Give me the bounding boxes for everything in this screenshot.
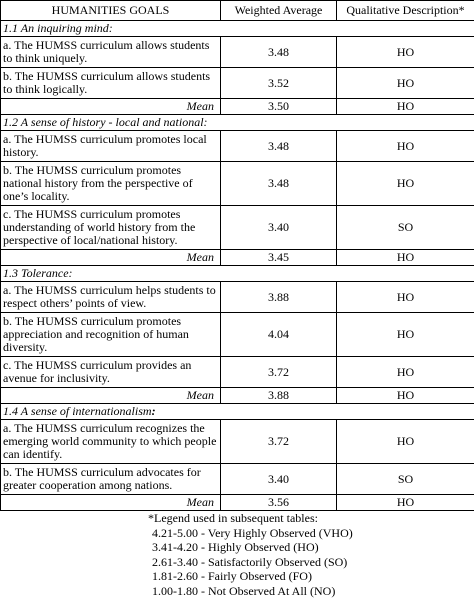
weighted-average: 3.48 bbox=[221, 37, 337, 68]
table-header-row bbox=[1, 1, 474, 21]
goal-text: b. The HUMSS curriculum promotes appreciation and recognition of human diversity. bbox=[1, 313, 221, 357]
table-row bbox=[1, 162, 474, 206]
qualitative-description: HO bbox=[337, 357, 474, 388]
mean-description: HO bbox=[337, 388, 474, 404]
goal-text: c. The HUMSS curriculum promotes understanding of world history from the perspective of local/national history. bbox=[1, 206, 221, 250]
weighted-average: 3.52 bbox=[221, 68, 337, 99]
section-title: 1.3 Tolerance: bbox=[1, 266, 474, 282]
goal-text: b. The HUMSS curriculum advocates for greater cooperation among nations. bbox=[1, 464, 221, 495]
header-goals: HUMANITIES GOALS bbox=[1, 1, 221, 21]
mean-row bbox=[1, 250, 474, 266]
qualitative-description: HO bbox=[337, 282, 474, 313]
weighted-average: 3.48 bbox=[221, 131, 337, 162]
header-qualitative-description: Qualitative Description* bbox=[337, 1, 474, 21]
goal-text: a. The HUMSS curriculum recognizes the emerging world community to which people can identify. bbox=[1, 420, 221, 464]
mean-value: 3.56 bbox=[221, 495, 337, 511]
header-weighted-average: Weighted Average bbox=[221, 1, 337, 21]
goal-text: c. The HUMSS curriculum provides an avenue for inclusivity. bbox=[1, 357, 221, 388]
legend-item: 1.81-2.60 - Fairly Observed (FO) bbox=[152, 569, 312, 584]
mean-row bbox=[1, 388, 474, 404]
legend bbox=[148, 511, 353, 599]
mean-label: Mean bbox=[1, 495, 221, 511]
qualitative-description: SO bbox=[337, 464, 474, 495]
mean-row bbox=[1, 99, 474, 115]
legend-item: 1.00-1.80 - Not Observed At All (NO) bbox=[152, 583, 336, 598]
mean-label: Mean bbox=[1, 388, 221, 404]
section-title: 1.1 An inquiring mind: bbox=[1, 21, 474, 37]
weighted-average: 3.48 bbox=[221, 162, 337, 206]
goal-text: a. The HUMSS curriculum allows students to think uniquely. bbox=[1, 37, 221, 68]
mean-description: HO bbox=[337, 99, 474, 115]
mean-value: 3.50 bbox=[221, 99, 337, 115]
table-row bbox=[1, 37, 474, 68]
section-row bbox=[1, 404, 474, 420]
section-title: 1.2 A sense of history - local and national: bbox=[1, 115, 474, 131]
weighted-average: 3.40 bbox=[221, 206, 337, 250]
legend-item: 3.41-4.20 - Highly Observed (HO) bbox=[152, 540, 319, 555]
weighted-average: 3.72 bbox=[221, 357, 337, 388]
mean-label: Mean bbox=[1, 250, 221, 266]
legend-item: 2.61-3.40 - Satisfactorily Observed (SO) bbox=[152, 554, 348, 569]
section-row bbox=[1, 21, 474, 37]
qualitative-description: HO bbox=[337, 162, 474, 206]
table-row bbox=[1, 464, 474, 495]
mean-row bbox=[1, 495, 474, 511]
table-row bbox=[1, 420, 474, 464]
qualitative-description: HO bbox=[337, 131, 474, 162]
mean-value: 3.88 bbox=[221, 388, 337, 404]
qualitative-description: HO bbox=[337, 420, 474, 464]
goal-text: b. The HUMSS curriculum promotes national history from the perspective of one’s locality. bbox=[1, 162, 221, 206]
qualitative-description: HO bbox=[337, 313, 474, 357]
goal-text: b. The HUMSS curriculum allows students to think logically. bbox=[1, 68, 221, 99]
table-row bbox=[1, 313, 474, 357]
section-title bbox=[1, 404, 474, 420]
legend-title: *Legend used in subsequent tables: bbox=[148, 511, 318, 525]
goal-text: a. The HUMSS curriculum helps students to respect others’ points of view. bbox=[1, 282, 221, 313]
table-row bbox=[1, 131, 474, 162]
section-row bbox=[1, 115, 474, 131]
weighted-average: 3.88 bbox=[221, 282, 337, 313]
mean-label: Mean bbox=[1, 99, 221, 115]
table-row bbox=[1, 282, 474, 313]
goal-text: a. The HUMSS curriculum promotes local history. bbox=[1, 131, 221, 162]
qualitative-description: SO bbox=[337, 206, 474, 250]
section-title-colon: : bbox=[151, 404, 156, 418]
mean-description: HO bbox=[337, 250, 474, 266]
weighted-average: 4.04 bbox=[221, 313, 337, 357]
qualitative-description: HO bbox=[337, 37, 474, 68]
weighted-average: 3.40 bbox=[221, 464, 337, 495]
weighted-average: 3.72 bbox=[221, 420, 337, 464]
qualitative-description: HO bbox=[337, 68, 474, 99]
section-title-text: 1.4 A sense of internationalism bbox=[3, 404, 152, 418]
section-row bbox=[1, 266, 474, 282]
table-row bbox=[1, 206, 474, 250]
mean-description: HO bbox=[337, 495, 474, 511]
legend-item: 4.21-5.00 - Very Highly Observed (VHO) bbox=[152, 525, 353, 540]
table-row bbox=[1, 68, 474, 99]
table-row bbox=[1, 357, 474, 388]
mean-value: 3.45 bbox=[221, 250, 337, 266]
